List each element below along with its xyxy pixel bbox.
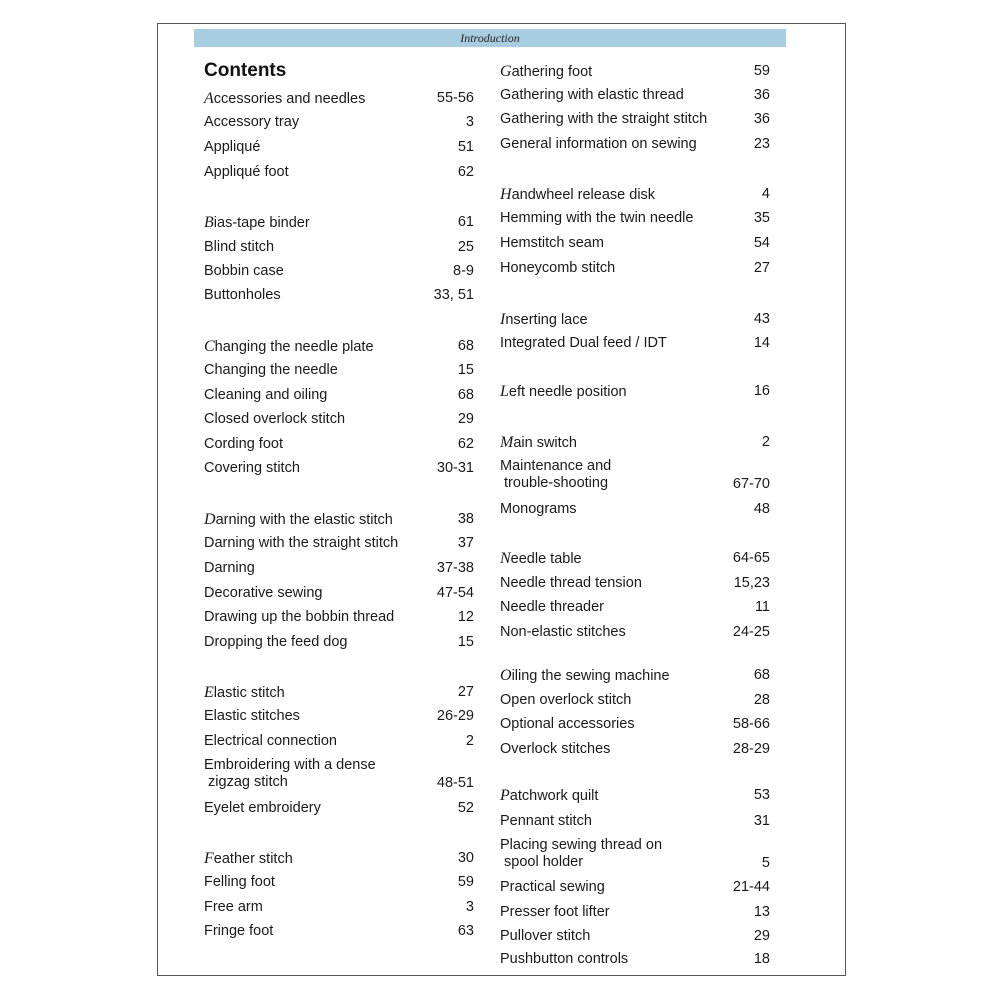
entry-text: Optional accessories (500, 716, 635, 732)
entry-text: Cleaning and oiling (204, 387, 328, 403)
entry-page-number: 4 (761, 186, 770, 202)
entry-text: Needle thread tension (500, 575, 642, 591)
entry-page-number: 37-38 (436, 560, 474, 576)
entry-text: lastic stitch (213, 685, 285, 701)
entry-label (500, 787, 598, 805)
entry-page-number: 37 (457, 535, 474, 551)
entry-text: Overlock stitches (500, 741, 611, 757)
entry-label (500, 458, 611, 492)
entry-label (500, 716, 635, 733)
entry-label (500, 87, 684, 104)
entry-label (204, 263, 284, 280)
entry-label (204, 338, 374, 356)
entry-text: Electrical connection (204, 733, 337, 749)
entry-text: Pushbutton controls (500, 951, 629, 967)
entry-label (204, 362, 338, 379)
entry-page-number: 62 (457, 164, 474, 180)
entry-label (500, 741, 610, 758)
entry-page-number: 2 (465, 733, 474, 749)
entry-label (204, 899, 263, 916)
entry-text: Closed overlock stitch (204, 411, 346, 427)
entry-label (204, 387, 327, 404)
entry-label (204, 164, 289, 181)
section-header: Introduction (194, 29, 786, 47)
entry-text: Darning with the straight stitch (204, 535, 399, 551)
entry-label (500, 186, 655, 204)
entry-text: Free arm (204, 899, 263, 915)
entry-page-number: 52 (457, 800, 474, 816)
entry-label (500, 575, 642, 592)
entry-label (500, 235, 604, 252)
entry-page-number: 31 (753, 813, 770, 829)
entry-text: Needle threader (500, 599, 604, 615)
entry-label (204, 535, 398, 552)
entry-text: Fringe foot (204, 923, 274, 939)
entry-text: ias-tape binder (213, 215, 310, 231)
entry-initial-letter: I (500, 311, 506, 328)
entry-page-number: 16 (753, 383, 770, 399)
entry-text: eather stitch (213, 851, 293, 867)
entry-text: Honeycomb stitch (500, 260, 616, 276)
entry-page-number: 27 (457, 684, 474, 700)
entry-page-number: 36 (753, 87, 770, 103)
entry-page-number: 68 (753, 667, 770, 683)
entry-text: Monograms (500, 501, 577, 517)
entry-text: Hemstitch seam (500, 235, 604, 251)
entry-text: iling the sewing machine (511, 668, 670, 684)
entry-initial-letter: A (204, 90, 214, 107)
entry-initial-letter: E (204, 684, 214, 701)
entry-text: Dropping the feed dog (204, 634, 348, 650)
entry-label (204, 239, 274, 256)
entry-text: Felling foot (204, 874, 275, 890)
entry-page-number: 36 (753, 111, 770, 127)
entry-page-number: 48 (753, 501, 770, 517)
entry-page-number: 38 (457, 511, 474, 527)
entry-text: andwheel release disk (511, 187, 656, 203)
entry-text: Appliqué (204, 139, 261, 155)
entry-label (204, 634, 348, 651)
entry-text: Accessory tray (204, 114, 300, 130)
entry-initial-letter: B (204, 214, 214, 231)
entry-label (204, 90, 365, 108)
entry-page-number: 24-25 (732, 624, 770, 640)
entry-text: eedle table (510, 551, 582, 567)
entry-text: Cording foot (204, 436, 283, 452)
entry-page-number: 14 (753, 335, 770, 351)
entry-label (204, 609, 394, 626)
entry-label (500, 667, 670, 685)
entry-initial-letter: L (500, 383, 509, 400)
entry-text: Hemming with the twin needle (500, 210, 694, 226)
entry-text: Changing the needle (204, 362, 338, 378)
entry-text: Decorative sewing (204, 585, 323, 601)
entry-label (500, 837, 662, 871)
entry-page-number: 2 (761, 434, 770, 450)
entry-label (500, 904, 610, 921)
entry-text: Gathering with elastic thread (500, 87, 684, 103)
entry-page-number: 48-51 (436, 775, 474, 791)
entry-initial-letter: C (204, 338, 215, 355)
entry-page-number: 12 (457, 609, 474, 625)
entry-text: Gathering with the straight stitch (500, 111, 708, 127)
entry-label (500, 111, 707, 128)
entry-text: Non-elastic stitches (500, 624, 626, 640)
entry-initial-letter: P (500, 787, 510, 804)
entry-page-number: 64-65 (732, 550, 770, 566)
entry-text: Drawing up the bobbin thread (204, 609, 395, 625)
entry-text: Darning (204, 560, 255, 576)
entry-text: ccessories and needles (213, 91, 366, 107)
entry-page-number: 15,23 (733, 575, 770, 591)
entry-page-number: 15 (457, 362, 474, 378)
entry-initial-letter: N (500, 550, 511, 567)
entry-text: Presser foot lifter (500, 904, 610, 920)
entry-label (204, 733, 337, 750)
entry-text: atchwork quilt (509, 788, 599, 804)
entry-text: Blind stitch (204, 239, 275, 255)
entry-page-number: 15 (457, 634, 474, 650)
entry-label (204, 684, 285, 702)
entry-text: Open overlock stitch (500, 692, 632, 708)
entry-page-number: 54 (753, 235, 770, 251)
entry-label (500, 311, 588, 329)
entry-label (204, 436, 283, 453)
entry-page-number: 59 (457, 874, 474, 890)
entry-page-number: 18 (753, 951, 770, 967)
entry-label (204, 874, 275, 891)
entry-page-number: 13 (753, 904, 770, 920)
entry-page-number: 63 (457, 923, 474, 939)
entry-text: Integrated Dual feed / IDT (500, 335, 667, 351)
entry-label (500, 692, 631, 709)
entry-text: arning with the elastic stitch (215, 512, 393, 528)
entry-page-number: 61 (457, 214, 474, 230)
entry-label (204, 460, 300, 477)
entry-text: General information on sewing (500, 136, 697, 152)
entry-label (204, 114, 299, 131)
entry-label (500, 550, 582, 568)
contents-heading: Contents (204, 60, 287, 81)
entry-initial-letter: M (500, 434, 514, 451)
entry-text: Pullover stitch (500, 928, 591, 944)
entry-page-number: 30 (457, 850, 474, 866)
entry-label (500, 624, 626, 641)
entry-text: Elastic stitches (204, 708, 300, 724)
entry-label (204, 287, 281, 304)
entry-label (500, 260, 615, 277)
entry-page-number: 11 (754, 599, 770, 615)
entry-page-number: 43 (753, 311, 770, 327)
entry-page-number: 59 (753, 63, 770, 79)
entry-label (500, 63, 592, 81)
entry-text: hanging the needle plate (214, 339, 374, 355)
entry-page-number: 58-66 (732, 716, 770, 732)
entry-text: nserting lace (505, 312, 588, 328)
entry-label (204, 139, 260, 156)
entry-page-number: 29 (753, 928, 770, 944)
entry-initial-letter: F (204, 850, 214, 867)
entry-text: athering foot (511, 64, 593, 80)
entry-text: ain switch (513, 435, 577, 451)
entry-label (500, 928, 590, 945)
entry-page-number: 29 (457, 411, 474, 427)
entry-page-number: 8-9 (453, 263, 474, 279)
entry-page-number: 21-44 (732, 879, 770, 895)
entry-label (500, 434, 577, 452)
entry-label (204, 214, 310, 232)
entry-text: Embroidering with a dense zigzag stitch (204, 757, 376, 790)
entry-page-number: 30-31 (436, 460, 474, 476)
entry-text: Placing sewing thread on spool holder (500, 837, 663, 870)
entry-page-number: 62 (457, 436, 474, 452)
entry-text: Buttonholes (204, 287, 281, 303)
entry-text: Covering stitch (204, 460, 300, 476)
entry-label (500, 813, 592, 830)
entry-page-number: 53 (753, 787, 770, 803)
entry-page-number: 3 (465, 899, 474, 915)
entry-label (500, 599, 604, 616)
entry-text: eft needle position (508, 384, 627, 400)
entry-page-number: 28-29 (732, 741, 770, 757)
entry-label (204, 923, 273, 940)
entry-text: Practical sewing (500, 879, 605, 895)
entry-page-number: 27 (753, 260, 770, 276)
entry-label (500, 879, 605, 896)
entry-page-number: 68 (457, 387, 474, 403)
entry-initial-letter: D (204, 511, 216, 528)
entry-initial-letter: G (500, 63, 512, 80)
entry-page-number: 35 (753, 210, 770, 226)
entry-label (204, 560, 255, 577)
entry-page-number: 55-56 (436, 90, 474, 106)
entry-label (204, 850, 293, 868)
entry-page-number: 28 (753, 692, 770, 708)
entry-page-number: 68 (457, 338, 474, 354)
entry-initial-letter: H (500, 186, 512, 203)
entry-label (500, 136, 697, 153)
entry-label (204, 411, 345, 428)
entry-page-number: 67-70 (732, 476, 770, 492)
entry-label (500, 951, 628, 968)
entry-label (500, 501, 577, 518)
entry-label (204, 800, 321, 817)
entry-page-number: 51 (457, 139, 474, 155)
entry-page-number: 33, 51 (433, 287, 474, 303)
entry-label (500, 383, 627, 401)
manual-page (157, 23, 846, 976)
entry-text: Eyelet embroidery (204, 800, 321, 816)
entry-page-number: 47-54 (436, 585, 474, 601)
entry-label (204, 708, 300, 725)
entry-page-number: 26-29 (436, 708, 474, 724)
entry-page-number: 3 (465, 114, 474, 130)
entry-text: Pennant stitch (500, 813, 592, 829)
entry-label (500, 210, 693, 227)
entry-text: Bobbin case (204, 263, 284, 279)
entry-text: Appliqué foot (204, 164, 289, 180)
entry-label (500, 335, 667, 352)
entry-page-number: 25 (457, 239, 474, 255)
entry-page-number: 5 (761, 855, 770, 871)
entry-initial-letter: O (500, 667, 512, 684)
entry-label (204, 757, 376, 791)
entry-page-number: 23 (753, 136, 770, 152)
entry-label (204, 511, 393, 529)
entry-text: Maintenance and trouble-shooting (500, 458, 612, 491)
entry-label (204, 585, 322, 602)
